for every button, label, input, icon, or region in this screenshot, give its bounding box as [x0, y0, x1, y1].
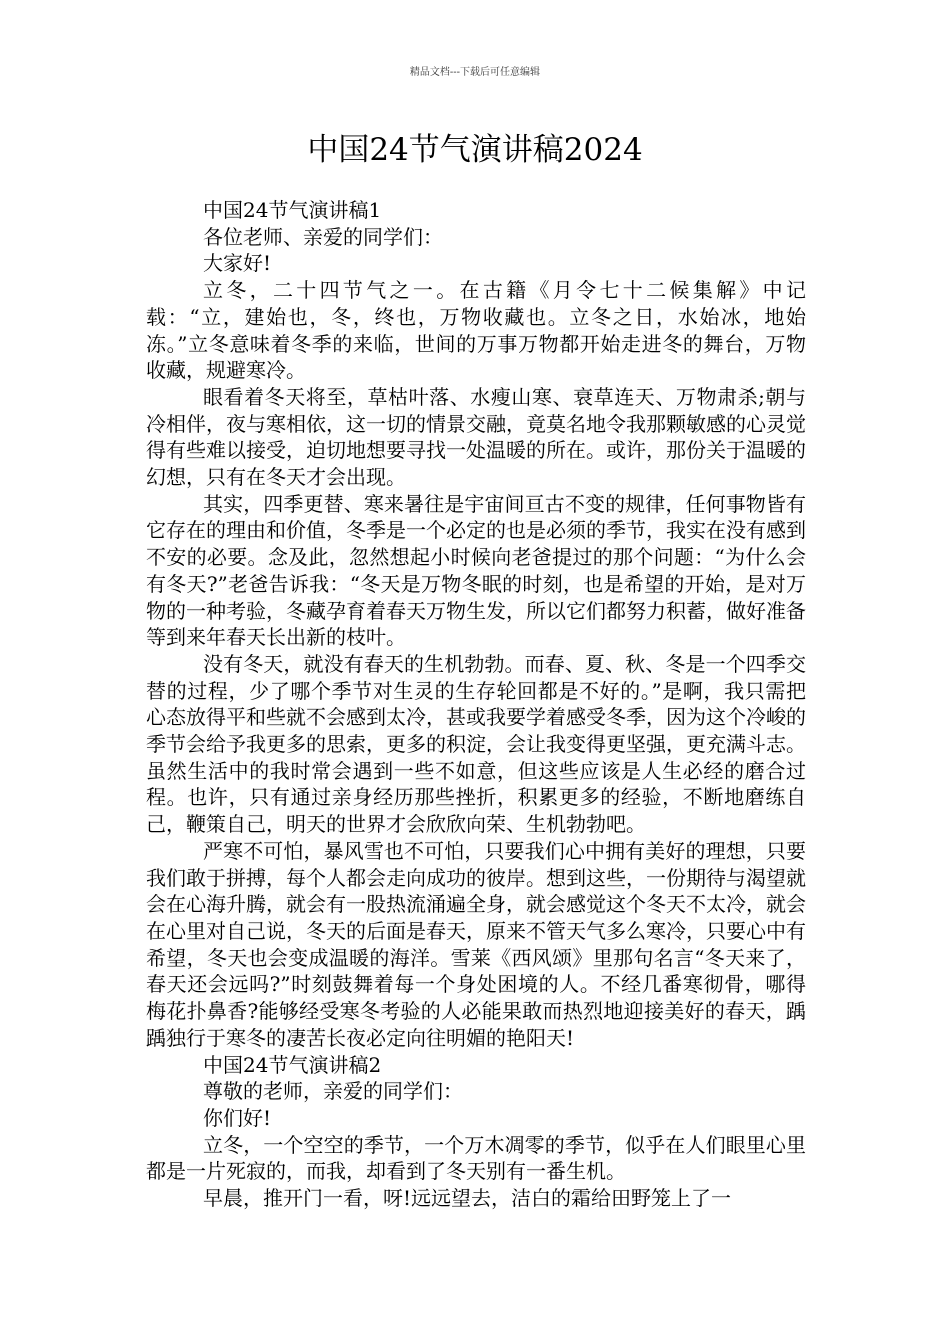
salutation: 尊敬的老师，亲爱的同学们： — [203, 1079, 463, 1104]
section-heading-2: 中国24节气演讲稿2 — [203, 1052, 382, 1077]
paragraph: 早晨，推开门一看，呀!远远望去，洁白的霜给田野笼上了一 — [203, 1186, 732, 1211]
section-heading-1: 中国24节气演讲稿1 — [203, 198, 382, 222]
page-header: 精品文档---下载后可任意编辑 — [409, 67, 541, 78]
salutation: 各位老师、亲爱的同学们： — [203, 224, 443, 249]
document-title: 中国24节气演讲稿2024 — [307, 132, 643, 168]
document-body — [146, 197, 806, 1212]
paragraph: 立冬，二十四节气之一。在古籍《月令七十二候集解》中记载：“立，建始也，冬，终也，万物收藏也。立冬之日，水始冰，地始冻。”立冬意味着冬季的来临，世间的万事万物都开始走进冬的舞台，万物收藏，规避寒冷。 — [146, 278, 806, 383]
greeting: 你们好! — [203, 1105, 272, 1130]
paragraph: 立冬，一个空空的季节，一个万木凋零的季节，似乎在人们眼里心里都是一片死寂的，而我，却看到了冬天别有一番生机。 — [146, 1132, 806, 1184]
greeting: 大家好! — [203, 251, 272, 276]
paragraph: 眼看着冬天将至，草枯叶落、水瘦山寒、衰草连天、万物肃杀;朝与冷相伴，夜与寒相依，这一切的情景交融，竟莫名地令我那颗敏感的心灵觉得有些难以接受，迫切地想要寻找一处温暖的所在。或许，那份关于温暖的幻想，只有在冬天才会出现。 — [146, 384, 806, 490]
paragraph: 其实，四季更替、寒来暑往是宇宙间亘古不变的规律，任何事物皆有它存在的理由和价值，冬季是一个必定的也是必须的季节，我实在没有感到不安的必要。念及此，忽然想起小时候向老爸提过的那个问题：“为什么会有冬天?”老爸告诉我：“冬天是万物冬眠的时刻，也是希望的开始，是对万物的一种考验，冬藏孕育着春天万物生发，所以它们都努力积蓄，做好准备等到来年春天长出新的枝叶。 — [146, 491, 806, 650]
paragraph: 没有冬天，就没有春天的生机勃勃。而春、夏、秋、冬是一个四季交替的过程，少了哪个季节对生灵的生存轮回都是不好的。”是啊，我只需把心态放得平和些就不会感到太冷，甚或我要学着感受冬季，因为这个冷峻的季节会给予我更多的思索，更多的积淀，会让我变得更坚强，更充满斗志。虽然生活中的我时常会遇到一些不如意，但这些应该是人生必经的磨合过程。也许，只有通过亲身经历那些挫折，积累更多的经验，不断地磨练自己，鞭策自己，明天的世界才会欣欣向荣、生机勃勃吧。 — [146, 651, 806, 837]
paragraph: 严寒不可怕，暴风雪也不可怕，只要我们心中拥有美好的理想，只要我们敢于拼搏，每个人都会走向成功的彼岸。想到这些，一份期待与渴望就会在心海升腾，就会有一股热流涌遍全身，就会感觉这个冬天不太冷，就会在心里对自己说，冬天的后面是春天，原来不管天气多么寒冷，只要心中有希望，冬天也会变成温暖的海洋。雪莱《西风颂》里那句名言“冬天来了，春天还会远吗?”时刻鼓舞着每一个身处困境的人。不经几番寒彻骨，哪得梅花扑鼻香?能够经受寒冬考验的人必能果敢而热烈地迎接美好的春天，踽踽独行于寒冬的凄苦长夜必定向往明媚的艳阳天! — [146, 838, 806, 1050]
